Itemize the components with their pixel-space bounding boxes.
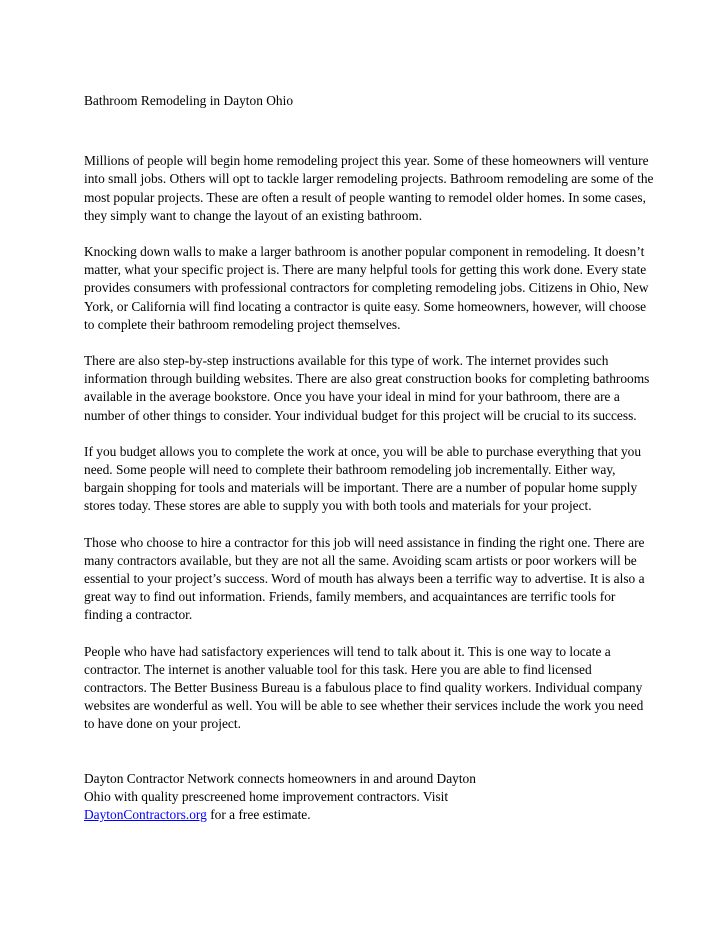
footer-line-1: Dayton Contractor Network connects homeowners in and around Dayton (84, 770, 476, 786)
paragraph-5: Those who choose to hire a contractor for this job will need assistance in finding the right one. There are many contractors available, but they are not all the same. Avoiding scam artists or poor workers will be essential to your project’s success. Word of mouth has always been a terrific way to advertise. It is also a great way to find out information. Friends, family members, and acquaintances are terrific tools for finding a contractor. (84, 534, 645, 623)
dayton-contractors-link[interactable]: DaytonContractors.org (84, 807, 207, 823)
footer-block (84, 770, 654, 825)
paragraph-3: There are also step-by-step instructions available for this type of work. The internet provides such information through building websites. There are also great construction books for completing bathrooms available in the average bookstore. Once you have your ideal in mind for your bathroom, there are a number of other things to consider. Your individual budget for this project will be crucial to its success. (84, 353, 650, 423)
document-title: Bathroom Remodeling in Dayton Ohio (84, 93, 294, 108)
footer-line-3 (84, 806, 654, 824)
paragraph-4: If you budget allows you to complete the work at once, you will be able to purchase everything that you need. Some people will need to complete their bathroom remodeling job incrementally. Either way, bargain shopping for tools and materials will be important. There are a number of popular home supply stores today. These stores are able to supply you with both tools and materials for your project. (84, 443, 642, 514)
paragraph-6: People who have had satisfactory experiences will tend to talk about it. This is one way to locate a contractor. The internet is another valuable tool for this task. Here you are able to find licensed contractors. The Better Business Bureau is a fabulous place to find quality workers. Individual company websites are wonderful as well. You will be able to see whether their services include the work you need to have done on your project. (84, 643, 644, 732)
footer-tail-text: for a free estimate. (206, 807, 311, 823)
document-page (84, 92, 654, 824)
paragraph-1: Millions of people will begin home remodeling project this year. Some of these homeowners will venture into small jobs. Others will opt to tackle larger remodeling projects. Bathroom remodeling are some of the most popular projects. These are often a result of people wanting to remodel older homes. In some cases, they simply want to change the layout of an existing bathroom. (84, 153, 654, 223)
paragraph-2: Knocking down walls to make a larger bathroom is another popular component in remodeling. It doesn’t matter, what your specific project is. There are many helpful tools for getting this work done. Every state provides consumers with professional contractors for completing remodeling jobs. Citizens in Ohio, New York, or California will find locating a contractor is quite easy. Some homeowners, however, will choose to complete their bathroom remodeling project themselves. (84, 244, 649, 332)
footer-line-2: Ohio with quality prescreened home improvement contractors. Visit (84, 788, 449, 804)
